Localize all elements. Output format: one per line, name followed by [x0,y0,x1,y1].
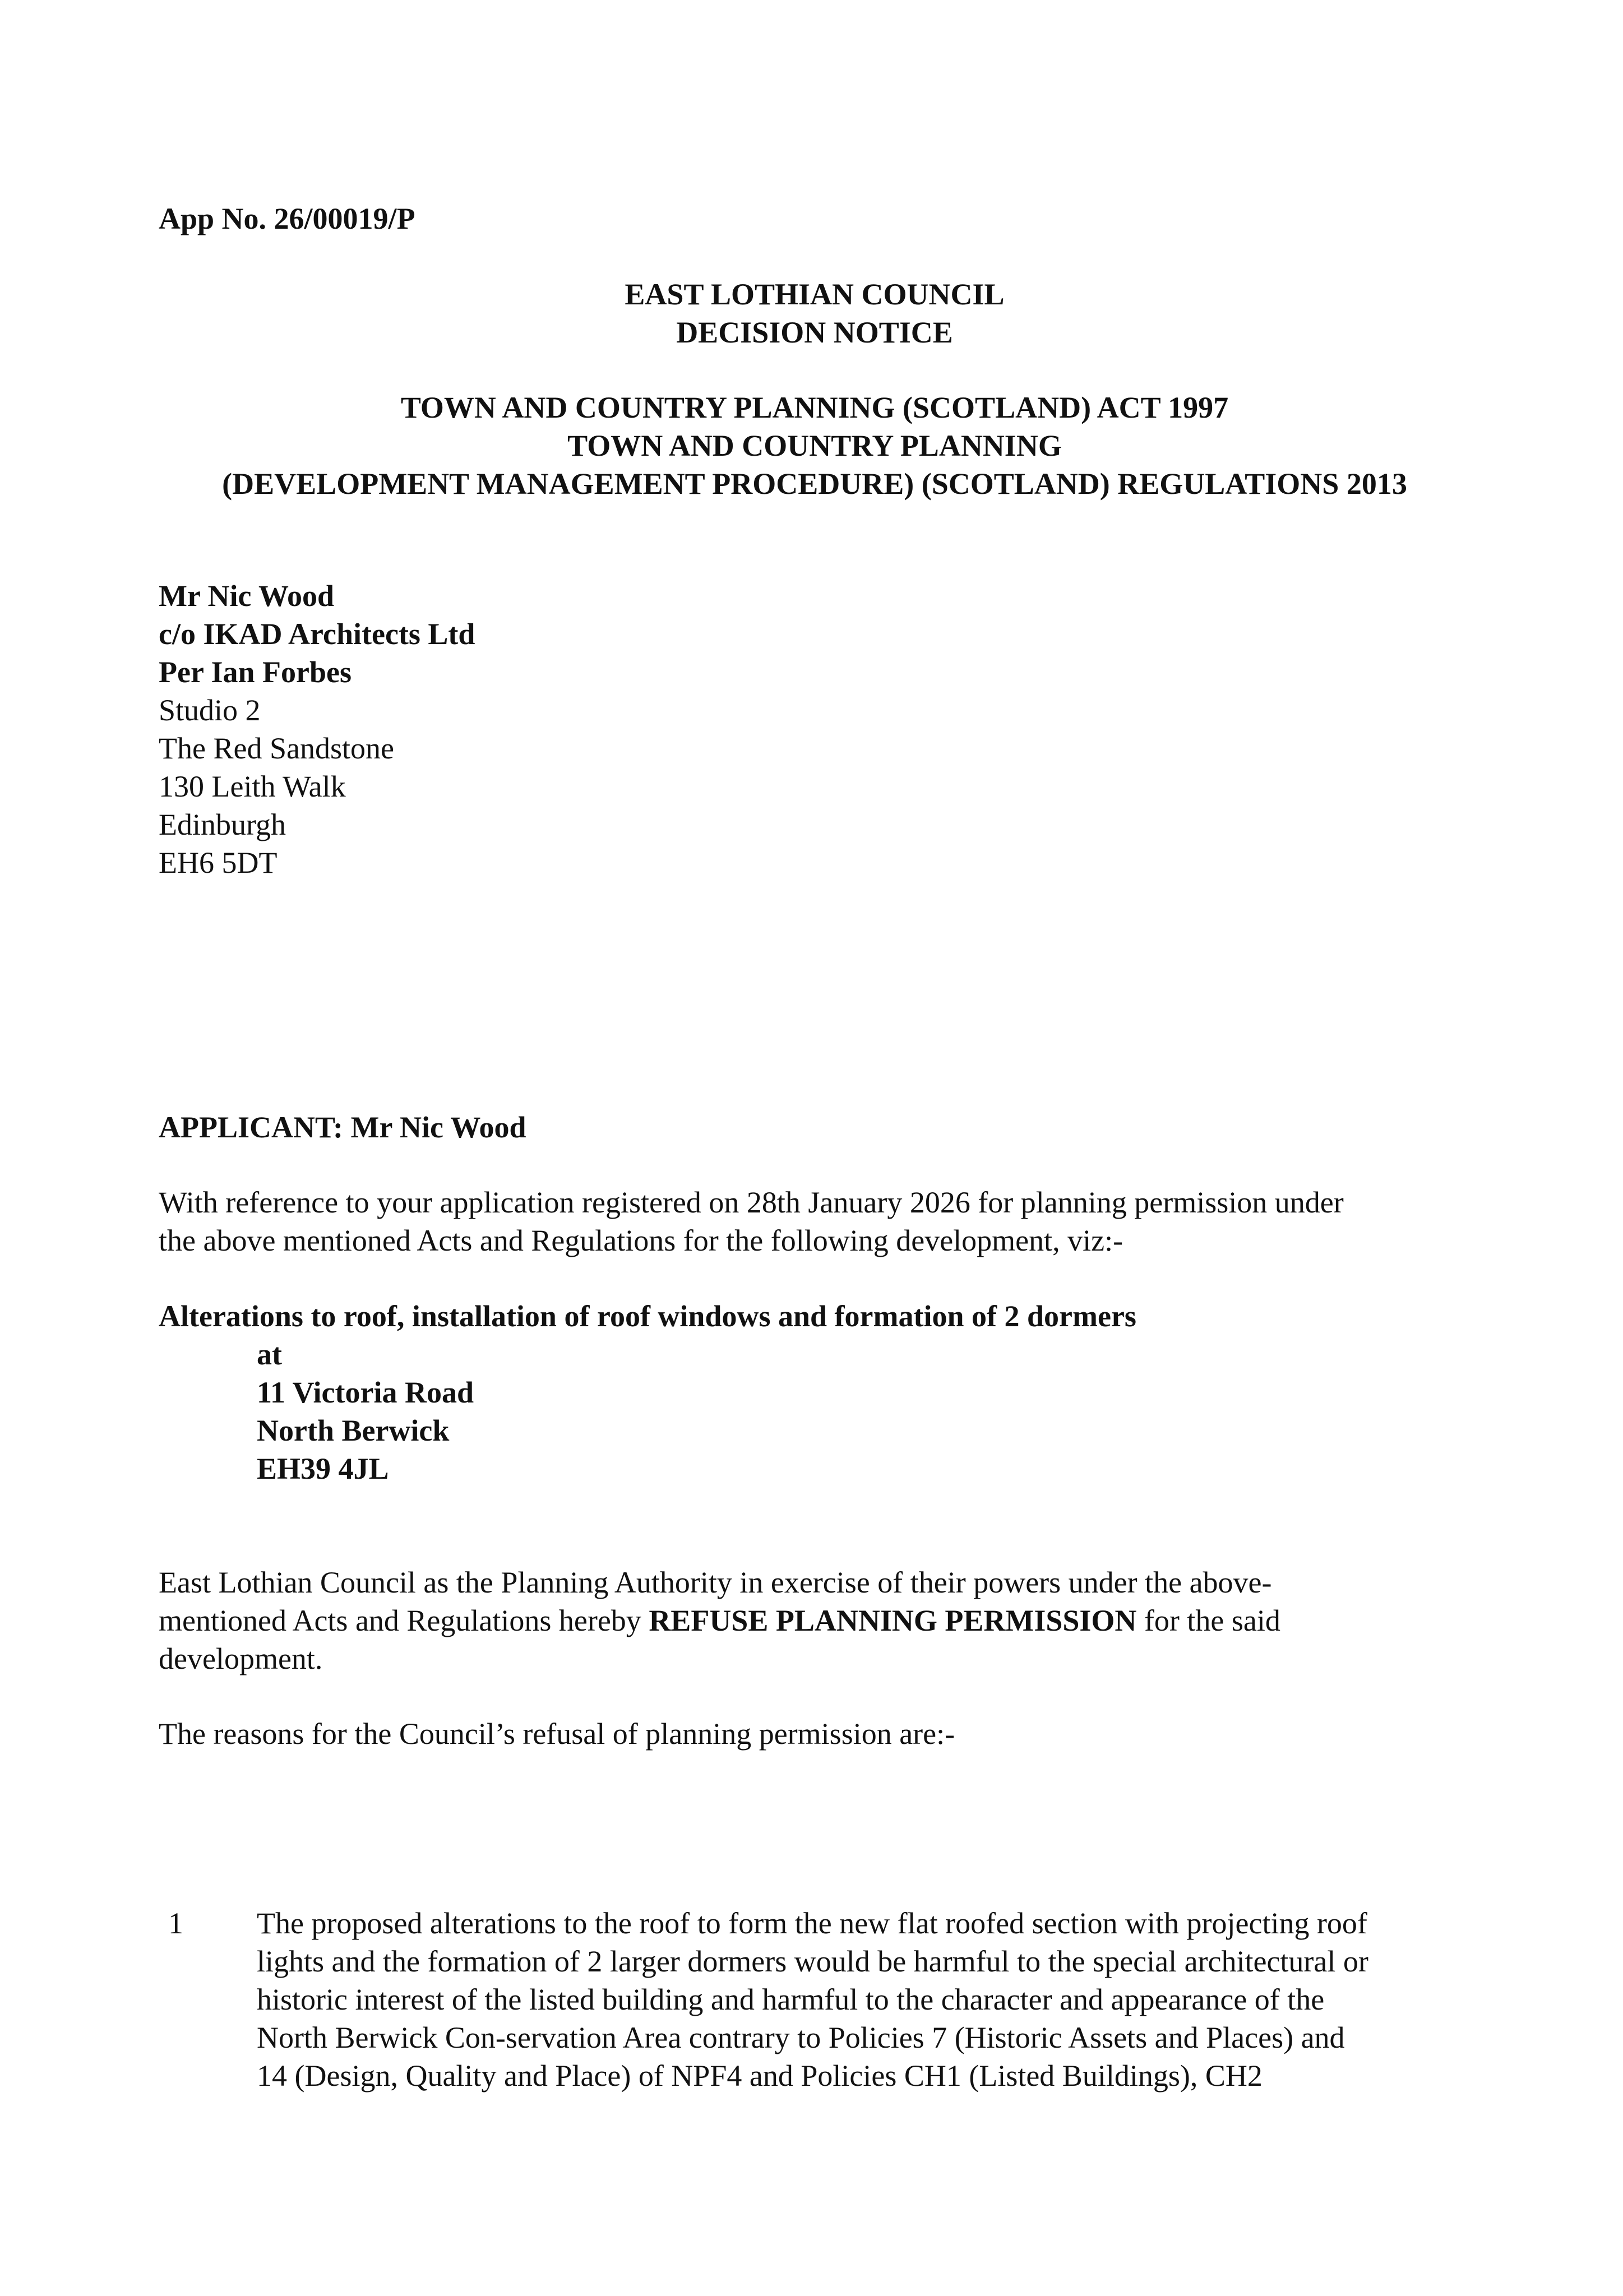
site-address-line: 11 Victoria Road [257,1376,474,1409]
address-line: Edinburgh [159,808,286,841]
reason-line: The proposed alterations to the roof to form the new flat roofed section with projecting roof [257,1906,1367,1940]
reason-line: lights and the formation of 2 larger dormers would be harmful to the special architectural or [257,1945,1368,1978]
reasons-intro: The reasons for the Council’s refusal of planning permission are:- [159,1717,955,1751]
reason-number: 1 [168,1906,183,1940]
paragraph-line: East Lothian Council as the Planning Authority in exercise of their powers under the above- [159,1566,1272,1599]
reference-paragraph [159,1183,1471,1260]
council-heading [159,275,1471,351]
legislation-line: TOWN AND COUNTRY PLANNING (SCOTLAND) ACT 1997 [400,391,1229,424]
reason-line: 14 (Design, Quality and Place) of NPF4 and Policies CH1 (Listed Buildings), CH2 [257,2059,1263,2093]
notice-title: DECISION NOTICE [676,316,953,349]
recipient-name: Mr Nic Wood [159,579,335,613]
decision-paragraph [159,1563,1471,1678]
development-details [159,1297,1471,1488]
paragraph-line [159,1601,1471,1640]
development-description: Alterations to roof, installation of roof windows and formation of 2 dormers [159,1299,1136,1333]
paragraph-text: mentioned Acts and Regulations hereby [159,1604,649,1637]
address-postcode: EH6 5DT [159,846,278,879]
location-line: at [257,1337,282,1371]
site-postcode: EH39 4JL [257,1452,389,1485]
recipient-address [159,577,1471,882]
reason-line: North Berwick Con-servation Area contrary to Policies 7 (Historic Assets and Places) and [257,2021,1345,2054]
address-line: Studio 2 [159,693,261,727]
legislation-line: (DEVELOPMENT MANAGEMENT PROCEDURE) (SCOTLAND) REGULATIONS 2013 [222,467,1407,501]
recipient-agent: c/o IKAD Architects Ltd [159,617,475,651]
council-name: EAST LOTHIAN COUNCIL [625,277,1005,311]
application-number: App No. 26/00019/P [159,202,415,235]
paragraph-line: With reference to your application registered on 28th January 2026 for planning permission under [159,1186,1344,1219]
legislation-line: TOWN AND COUNTRY PLANNING [567,429,1062,462]
paragraph-text: for the said [1136,1604,1280,1637]
legislation-heading [159,388,1471,503]
paragraph-line: the above mentioned Acts and Regulations for the following development, viz:- [159,1224,1123,1257]
address-line: The Red Sandstone [159,732,394,765]
reason-text [257,1904,1507,2095]
recipient-contact: Per Ian Forbes [159,655,352,689]
decision-outcome: REFUSE PLANNING PERMISSION [649,1604,1137,1637]
address-line: 130 Leith Walk [159,770,346,803]
reason-line: historic interest of the listed building and harmful to the character and appearance of the [257,1983,1325,2016]
applicant-line: APPLICANT: Mr Nic Wood [159,1110,526,1144]
site-address-line: North Berwick [257,1414,450,1447]
paragraph-line: development. [159,1642,323,1675]
